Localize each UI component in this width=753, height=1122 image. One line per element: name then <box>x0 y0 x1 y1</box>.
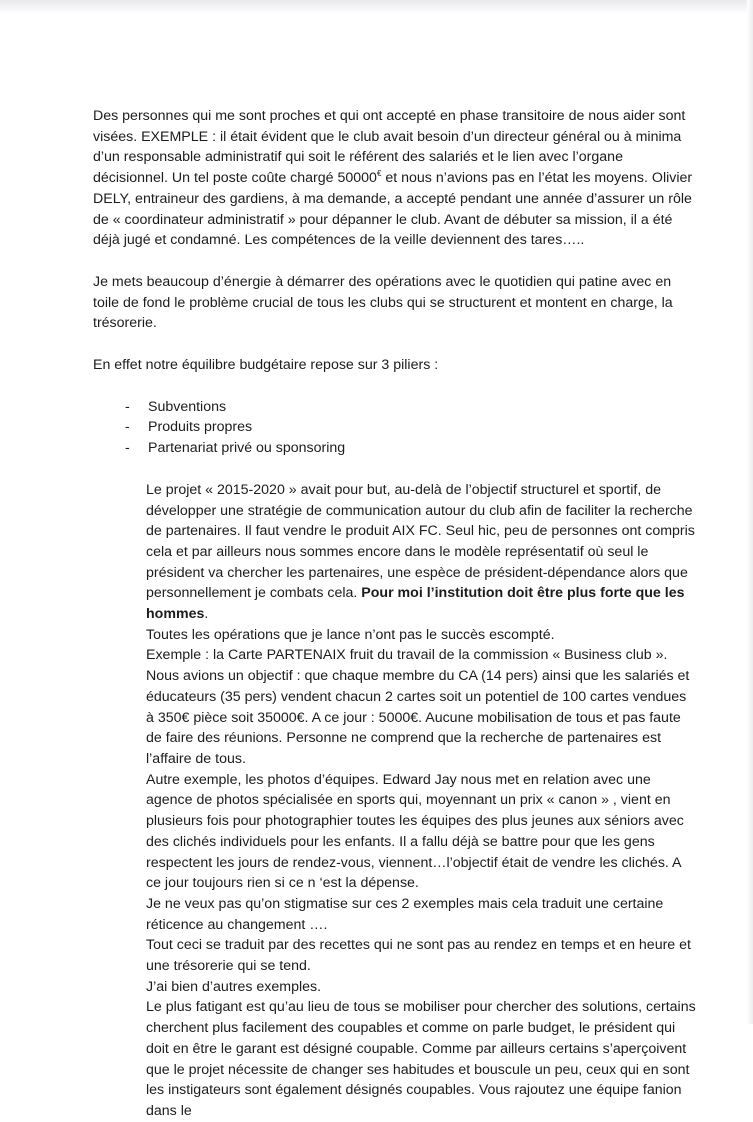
bold-statement: Pour moi l’institution doit être plus forte que les hommes <box>146 585 685 623</box>
paragraph-fatigue: Le plus fatigant est qu’au lieu de tous se mobiliser pour chercher des solutions, certains cherchent plus facilement des coupables et comme on parle budget, le président qui doit en être le garant est désigné coupable. Comme par ailleurs certains s’aperçoivent que le projet nécessite de changer ses habitudes et bouscule un peu, ceux qui en sont les instigateurs sont également désignés coupables. Vous rajoutez une équipe fanion dans le <box>146 999 696 1119</box>
paragraph-staff <box>93 106 693 251</box>
paragraph-project-text: Le projet « 2015-2020 » avait pour but, au-delà de l’objectif structurel et sportif, de développer une stratégie de communication autour du club afin de faciliter la recherche de partenaires. Il faut vendre le produit AIX FC. Seul hic, peu de personnes ont compris cela et par ailleurs nous sommes encore dans le modèle représentatif où seul le président va chercher les partenaires, une espèce de président-dépendance alors que personnellement je combats cela. <box>146 481 695 602</box>
paragraph-project <box>146 480 698 625</box>
paragraph-photos: Autre exemple, les photos d’équipes. Edward Jay nous met en relation avec une agence de photos spécialisée en sports qui, moyennant un prix « canon » , vient en plusieurs fois pour photographier toutes les équipes des plus jeunes aux séniors avec des clichés individuels pour les enfants. Il a fallu déjà se battre pour que les gens respectent les jours de rendez-vous, viennent…l’objectif était de vendre les clichés. A ce jour toujours rien si ce n ‘est la dépense. <box>146 771 684 892</box>
scan-right-edge <box>747 0 753 1024</box>
list-item: - Subventions <box>125 397 693 418</box>
paragraph-stigmatise: Je ne veux pas qu’on stigmatise sur ces 2 exemples mais cela traduit une certaine réticence au changement …. <box>146 895 664 933</box>
paragraph-budget: En effet notre équilibre budgétaire repose sur 3 piliers : <box>93 357 439 374</box>
paragraph-examples: J’ai bien d’autres exemples. <box>146 978 322 995</box>
list-item: - Partenariat privé ou sponsoring <box>125 438 693 459</box>
list-item: - Produits propres <box>125 417 693 438</box>
paragraph-energy: Je mets beaucoup d’énergie à démarrer des opérations avec le quotidien qui patine avec en toile de fond le problème crucial de tous les clubs qui se structurent et montent en charge, la trésorerie. <box>93 273 673 332</box>
indented-section <box>146 480 698 1122</box>
pillars-list <box>93 397 693 459</box>
paragraph-project-end: . <box>204 606 209 623</box>
paragraph-operations: Toutes les opérations que je lance n’ont pas le succès escompté. <box>146 626 555 643</box>
document-page <box>93 106 696 1122</box>
scan-top-edge <box>0 0 753 14</box>
paragraph-staff-text: Des personnes qui me sont proches et qui ont accepté en phase transitoire de nous aider sont visées. EXEMPLE : il était évident que le club avait besoin d’un directeur général ou à minima d’un responsable administratif qui soit le référent des salariés et le lien avec l’organe décisionnel. Un tel poste coûte chargé 50000 <box>93 108 686 187</box>
euro-superscript: € <box>376 169 382 179</box>
paragraph-staff-text-rest: et nous n’avions pas en l’état les moyens. Olivier DELY, entraineur des gardiens, à ma demande, a accepté pendant une année d’assurer un rôle de « coordinateur administratif » pour dépanner le club. Avant de débuter sa mission, il a été déjà jugé et condamné. Les compétences de la veille deviennent des tares….. <box>93 170 693 249</box>
paragraph-partenaix: Exemple : la Carte PARTENAIX fruit du travail de la commission « Business club ». Nous avions un objectif : que chaque membre du CA (14 pers) ainsi que les salariés et éducateurs (35 pers) vendent chacun 2 cartes soit un potentiel de 100 cartes vendues à 350€ pièce soit 35000€. A ce jour : 5000€. Aucune mobilisation de tous et pas faute de faire des réunions. Personne ne comprend que la recherche de partenaires est l’affaire de tous. <box>146 647 690 767</box>
paragraph-recettes: Tout ceci se traduit par des recettes qui ne sont pas au rendez en temps et en heure et une trésorerie qui se tend. <box>146 937 691 975</box>
